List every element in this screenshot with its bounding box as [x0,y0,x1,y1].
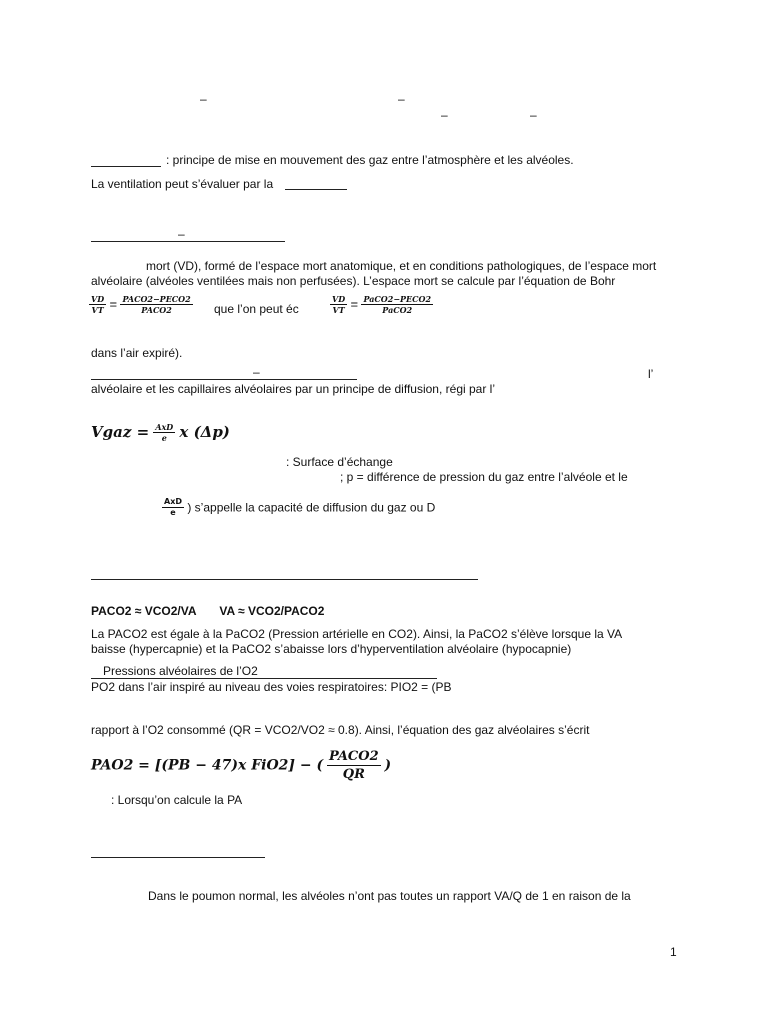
blank-line [91,166,161,167]
alveolar-gas-fraction: $\frac{\text{PACO2}}{QR}$ [329,748,379,782]
diffusion-capacity: $\frac{\text{AxD}}{e}$ ) s’appelle la capacité de diffusion du gaz ou D [164,497,436,517]
fick-fraction: $\frac{\text{AxD}}{e}$ [155,421,174,443]
alveolar-co2-line1: La PACO2 est égale à la PaCO2 (Pression artérielle en CO2). Ainsi, la PaCO2 s’élève lorsque la VA [91,627,623,641]
alveolar-o2-note: : Lorsqu’on calcule la PA [111,793,243,807]
alveolar-o2-line1: PO2 dans l’air inspiré au niveau des voies respiratoires: PIO2 = (PB [91,680,452,694]
page-number: 1 [670,945,677,959]
diffusion-line-end: l’ [648,367,654,381]
dead-space-line2: alvéolaire (alvéoles ventilées mais non perfusées). L’espace mort se calcule par l’équation de Bohr [91,274,616,288]
bohr-lhs-fraction: $\frac{VD}{VT}$ [91,294,105,315]
ventilation-intro: : principe de mise en mouvement des gaz entre l’atmosphère et les alvéoles. [166,153,574,167]
blank-line [285,189,347,190]
heading-underline [91,379,357,380]
dead-space-line1: mort (VD), formé de l’espace mort anatomique, et en conditions pathologiques, de l’espace mort [146,259,657,273]
capacity-fraction: $\frac{\text{AxD}}{e}$ [164,497,182,517]
diffusion-line2: alvéolaire et les capillaires alvéolaires par un principe de diffusion, régi par l’ [91,382,495,396]
heading-underline [91,857,265,858]
heading-underline [91,241,285,242]
bohr-between-text: que l’on peut éc [214,302,299,316]
header-dash: – [441,108,448,122]
heading-dash: – [253,365,260,379]
bohr-equation [89,294,193,315]
bohr2-lhs-fraction: $\frac{VD}{VT}$ [332,294,346,315]
surface-text: : Surface d’échange [286,455,393,469]
ventilation-eval-text: La ventilation peut s’évaluer par la [91,177,274,191]
va-q-line1: Dans le poumon normal, les alvéoles n’ont pas toutes un rapport VA/Q de 1 en raison de la [148,889,631,903]
pressure-text: ; p = différence de pression du gaz entre l’alvéole et le [340,470,628,484]
alveolar-o2-heading: Pressions alvéolaires de l’O2 [103,664,258,678]
heading-underline [91,579,478,580]
bohr-equation-arterial [330,294,433,315]
bohr2-rhs-fraction: $\frac{\text{PaCO2−PECO2}}{\text{PaCO2}}$ [363,294,432,315]
equals-sign: = [109,296,118,312]
alveolar-o2-line3: rapport à l’O2 consommé (QR = VCO2/VO2 ≈ 0.8). Ainsi, l’équation des gaz alvéolaires s’écrit [91,723,590,737]
alveolar-co2-equations: PACO2 ≈ VCO2/VA VA ≈ VCO2/PACO2 [91,604,325,618]
alveolar-gas-equation: PAO2 = [(PB − 47)x FiO2] − ( $\frac{\text{PACO2}}{QR}$ ) [91,748,392,782]
heading-dash: – [178,227,185,241]
heading-underline [91,678,437,679]
bohr-rhs-fraction: $\frac{\text{PACO2−PECO2}}{\text{PACO2}}$ [122,294,191,315]
header-dash: – [530,108,537,122]
header-dash: – [398,92,405,106]
header-dash: – [200,92,207,106]
fick-equation: Vgaz = $\frac{\text{AxD}}{e}$ x (Δp) [91,421,230,443]
expired-air-text: dans l’air expiré). [91,346,183,360]
equals-sign: = [350,296,359,312]
alveolar-co2-line2: baisse (hypercapnie) et la PaCO2 s’abaisse lors d’hyperventilation alvéolaire (hypocapnie) [91,642,572,656]
